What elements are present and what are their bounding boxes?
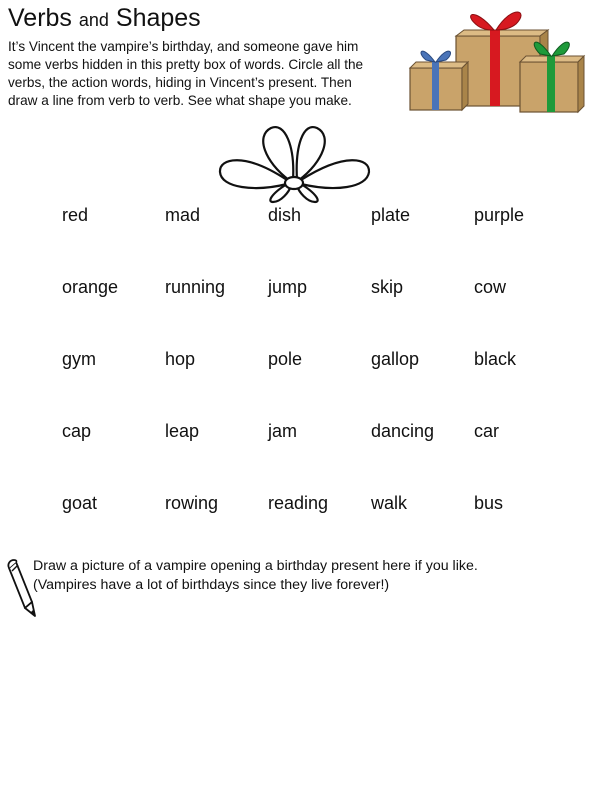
word-cell[interactable]: running xyxy=(165,277,226,297)
word-cell[interactable]: purple xyxy=(474,205,525,225)
word-cell[interactable]: gym xyxy=(62,349,97,369)
word-cell[interactable]: pole xyxy=(268,349,303,369)
word-cell[interactable]: red xyxy=(62,205,89,225)
title-main: Verbs xyxy=(8,4,72,32)
word-cell[interactable]: gallop xyxy=(371,349,420,369)
word-cell[interactable]: dish xyxy=(268,205,302,225)
word-cell[interactable]: goat xyxy=(62,493,98,513)
instruction-line: It’s Vincent the vampire’s birthday, and someone gave him xyxy=(8,39,359,54)
instruction-line: draw a line from verb to verb. See what shape you make. xyxy=(8,93,352,108)
word-cell[interactable]: dancing xyxy=(371,421,435,441)
instruction-line: verbs, the action words, hiding in Vincent’s present. Then xyxy=(8,75,352,90)
word-cell[interactable]: jam xyxy=(268,421,298,441)
instruction-line: some verbs hidden in this pretty box of words. Circle all the xyxy=(8,57,364,72)
drawing-prompt-line: (Vampires have a lot of birthdays since they live forever!) xyxy=(33,577,390,593)
gift-boxes-icon xyxy=(404,4,594,114)
word-cell[interactable]: black xyxy=(474,349,517,369)
word-cell[interactable]: cap xyxy=(62,421,92,441)
word-cell[interactable]: walk xyxy=(371,493,408,513)
drawing-prompt-line: Draw a picture of a vampire opening a birthday present here if you like. xyxy=(33,558,478,574)
ribbon-bow-icon xyxy=(215,122,375,204)
word-cell[interactable]: jump xyxy=(268,277,308,297)
word-cell[interactable]: reading xyxy=(268,493,329,513)
word-cell[interactable]: plate xyxy=(371,205,411,225)
word-cell[interactable]: hop xyxy=(165,349,196,369)
worksheet-title xyxy=(8,4,201,33)
title-rest: Shapes xyxy=(115,4,201,32)
title-connector: and xyxy=(78,10,109,30)
word-cell[interactable]: skip xyxy=(371,277,404,297)
word-cell[interactable]: orange xyxy=(62,277,119,297)
word-cell[interactable]: cow xyxy=(474,277,507,297)
drawing-prompt xyxy=(33,557,478,595)
word-cell[interactable]: bus xyxy=(474,493,504,513)
word-cell[interactable]: mad xyxy=(165,205,201,225)
word-cell[interactable]: leap xyxy=(165,421,200,441)
word-cell[interactable]: rowing xyxy=(165,493,219,513)
instructions xyxy=(8,38,398,110)
drawing-area[interactable] xyxy=(20,610,580,785)
word-cell[interactable]: car xyxy=(474,421,500,441)
